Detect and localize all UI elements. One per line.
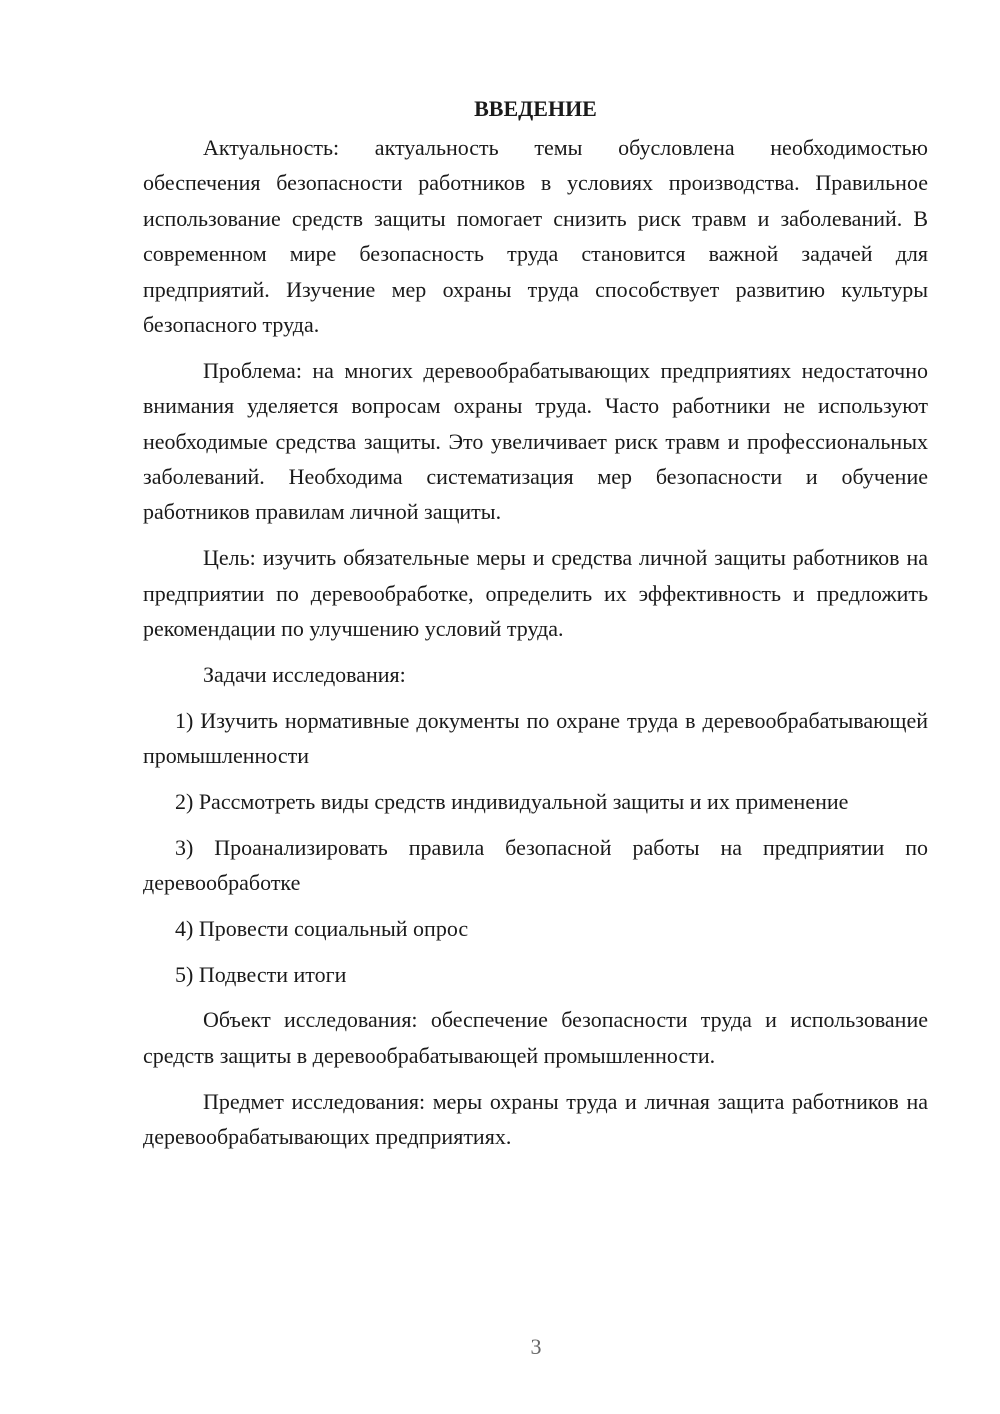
goal-paragraph: Цель: изучить обязательные меры и средства личной защиты работников на предприятии по деревообработке, определить их эффективность и предложить рекомендации по улучшению условий труда. xyxy=(143,545,928,642)
task-item-4: 4) Провести социальный опрос xyxy=(175,915,469,941)
task-item-3: 3) Проанализировать правила безопасной работы на предприятии по деревообработке xyxy=(143,834,928,896)
problem-paragraph: Проблема: на многих деревообрабатывающих предприятиях недостаточно внимания уделяется вопросам охраны труда. Часто работники не используют необходимые средства защиты. Это увеличивает риск травм и профессиональных заболеваний. Необходима систематизация мер безопасности и обучение работников правилам личной защиты. xyxy=(143,357,928,525)
subject-paragraph: Предмет исследования: меры охраны труда и личная защита работников на деревообрабатывающих предприятиях. xyxy=(143,1088,928,1150)
page-number: 3 xyxy=(530,1334,542,1359)
task-item-2: 2) Рассмотреть виды средств индивидуальной защиты и их применение xyxy=(175,788,849,814)
task-item-5: 5) Подвести итоги xyxy=(175,961,347,987)
task-item-1: 1) Изучить нормативные документы по охране труда в деревообрабатывающей промышленности xyxy=(143,707,928,769)
document-title: ВВЕДЕНИЕ xyxy=(474,96,597,121)
relevance-paragraph: Актуальность: актуальность темы обусловлена необходимостью обеспечения безопасности работников в условиях производства. Правильное использование средств защиты помогает снизить риск травм и заболеваний. В современном мире безопасность труда становится важной задачей для предприятий. Изучение мер охраны труда способствует развитию культуры безопасного труда. xyxy=(143,135,928,338)
document-page xyxy=(143,92,928,1165)
object-paragraph: Объект исследования: обеспечение безопасности труда и использование средств защиты в деревообрабатывающей промышленности. xyxy=(143,1007,928,1068)
tasks-heading: Задачи исследования: xyxy=(203,661,406,687)
